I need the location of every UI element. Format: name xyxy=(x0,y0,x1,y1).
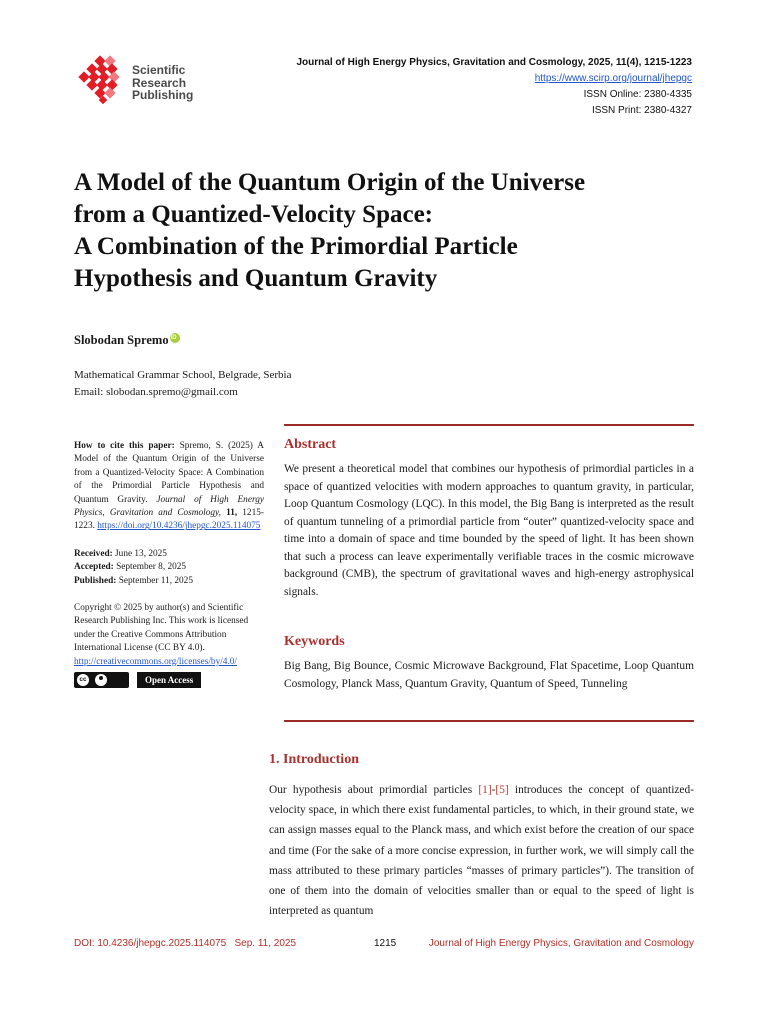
article-sidebar xyxy=(74,440,264,688)
publisher-name xyxy=(132,64,193,102)
title-line: A Combination of the Primordial Particle xyxy=(74,233,518,260)
license-link[interactable]: http://creativecommons.org/licenses/by/4.0/ xyxy=(74,656,238,667)
abstract-top-rule xyxy=(284,424,694,426)
accepted-date: September 8, 2025 xyxy=(116,562,187,573)
journal-info xyxy=(296,55,692,119)
cite-text: Spremo, S. (2025) A Model of the Quantum Origin of the Universe from a Quantized-Velocity Space: A Combination of the Primordial Particle Hypothesis and Quantum Gravity. xyxy=(74,441,264,505)
author-block xyxy=(74,333,180,348)
citation-block xyxy=(74,440,264,534)
publisher-name-line1: Scientific xyxy=(132,63,186,77)
orcid-icon[interactable] xyxy=(170,333,180,343)
published-date: September 11, 2025 xyxy=(118,575,193,586)
by-person-icon xyxy=(95,674,107,686)
page-footer xyxy=(74,938,694,949)
footer-journal: Journal of High Energy Physics, Gravitation and Cosmology xyxy=(428,938,694,949)
affiliation: Mathematical Grammar School, Belgrade, Serbia xyxy=(74,369,292,381)
reference-link-5[interactable]: [5] xyxy=(495,784,509,796)
keywords-heading: Keywords xyxy=(284,634,345,649)
cite-doi-link[interactable]: https://doi.org/10.4236/jhepgc.2025.114075 xyxy=(97,521,261,532)
footer-doi: DOI: 10.4236/jhepgc.2025.114075 xyxy=(74,938,227,949)
issn-online: ISSN Online: 2380-4335 xyxy=(583,89,692,100)
cite-label: How to cite this paper: xyxy=(74,441,175,451)
cite-journal: Journal of High Energy Physics, Gravitation and Cosmology, xyxy=(74,494,264,519)
publisher-name-line2: Research xyxy=(132,75,187,90)
reference-link-1[interactable]: [1] xyxy=(478,784,492,796)
footer-date: Sep. 11, 2025 xyxy=(234,938,297,949)
introduction-text xyxy=(269,780,694,921)
introduction-heading: 1. Introduction xyxy=(269,752,359,767)
affiliation-block xyxy=(74,367,291,401)
publisher-logo-mark xyxy=(76,55,128,107)
accepted-label: Accepted: xyxy=(74,562,114,573)
title-line: Hypothesis and Quantum Gravity xyxy=(74,265,438,292)
keywords-text: Big Bang, Big Bounce, Cosmic Microwave Background, Flat Spacetime, Loop Quantum Cosmology, Planck Mass, Quantum Gravity, Quantum of Speed, Tunneling xyxy=(284,660,694,690)
publisher-logo xyxy=(76,55,206,107)
footer-doi-date xyxy=(74,938,374,949)
copyright-text: Copyright © 2025 by author(s) and Scientific Research Publishing Inc. This work is licensed under the Creative Commons Attribution International License (CC BY 4.0). xyxy=(74,603,249,654)
received-label: Received: xyxy=(74,548,113,559)
paper-title xyxy=(74,167,714,295)
cc-icon: cc xyxy=(77,674,89,686)
license-badges xyxy=(74,672,264,688)
intro-text-before: Our hypothesis about primordial particles xyxy=(269,784,473,796)
ref-separator: - xyxy=(491,784,496,796)
title-line: A Model of the Quantum Origin of the Universe xyxy=(74,169,586,196)
email: Email: slobodan.spremo@gmail.com xyxy=(74,386,238,398)
published-label: Published: xyxy=(74,575,117,586)
journal-citation: Journal of High Energy Physics, Gravitation and Cosmology, 2025, 11(4), 1215-1223 xyxy=(296,57,692,68)
intro-text-after: introduces the concept of quantized-velocity space, in which there exist fundamental particles, to which, in their ground state, we can assign masses equal to the Planck mass, and which exist before the creation of our space and time (For the sake of a more concise expression, in further work, we will simply call the mass attributed to these primary particles “masses of primary particles”). The transition of one of them into the domain of velocities smaller than or equal to the speed of light is interpreted as quantum xyxy=(269,784,694,918)
journal-url-link[interactable]: https://www.scirp.org/journal/jhepgc xyxy=(534,73,692,84)
title-line: from a Quantized-Velocity Space: xyxy=(74,201,433,228)
copyright-block xyxy=(74,602,264,669)
abstract-heading: Abstract xyxy=(284,437,337,452)
received-date: June 13, 2025 xyxy=(115,548,167,559)
abstract-text: We present a theoretical model that combines our hypothesis of primordial particles in a space of quantized velocities with modern approaches to quantum gravity, in particular, Loop Quantum Cosmology (LQC). In this model, the Big Bang is interpreted as the result of quantum tunneling of a primordial particle from “outer” quantized-velocity space and time into a domain of space and time bounded by the speed of light. It has been shown that such a process can leave experimentally verifiable traces in the cosmic microwave background (CMB), the spectrum of gravitational waves and high-energy astrophysical signals. xyxy=(284,463,694,598)
publisher-name-line3: Publishing xyxy=(132,88,194,102)
keywords-bottom-rule xyxy=(284,720,694,722)
cite-volume: 11, xyxy=(226,508,238,519)
cc-by-badge-icon[interactable] xyxy=(74,672,129,688)
dates-block xyxy=(74,548,264,588)
author-name: Slobodan Spremo xyxy=(74,333,169,347)
issn-print: ISSN Print: 2380-4327 xyxy=(591,105,692,116)
open-access-badge: Open Access xyxy=(137,672,201,688)
page-number: 1215 xyxy=(374,938,397,949)
cite-pages: 1215-1223. xyxy=(74,508,264,532)
